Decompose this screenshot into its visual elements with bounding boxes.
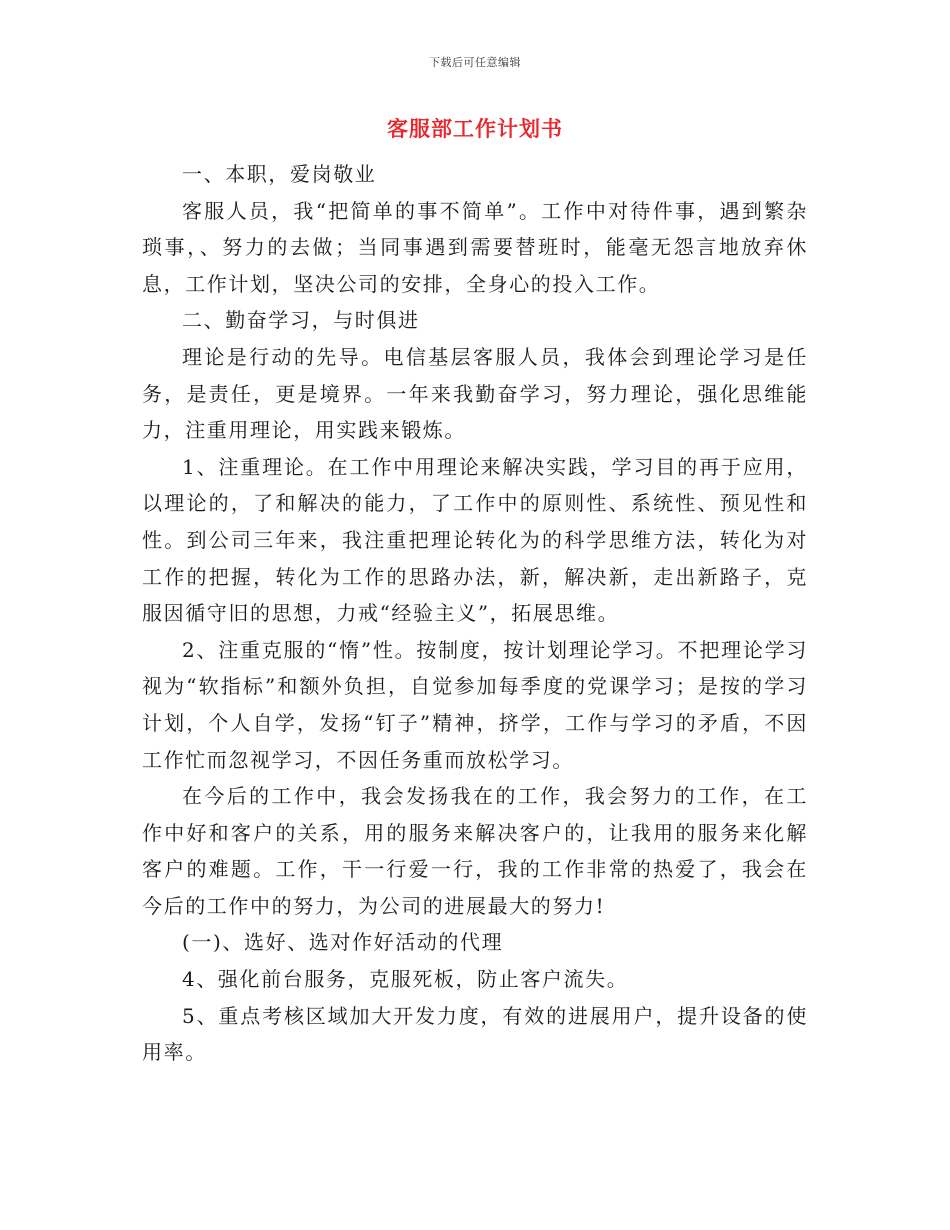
document-title: 客服部工作计划书 <box>387 116 563 141</box>
paragraph: 1、注重理论。在工作中用理论来解决实践，学习目的再于应用，以理论的，了和解决的能力，了工作中的原则性、系统性、预见性和性。到公司三年来，我注重把理论转化为的科学思维方法，转化为对工作的把握，转化为工作的思路办法，新，解决新，走出新路子，克服因循守旧的思想，力戒“经验主义”，拓展思维。 <box>142 454 808 626</box>
paragraph: 理论是行动的先导。电信基层客服人员，我体会到理论学习是任务，是责任，更是境界。一年来我勤奋学习，努力理论，强化思维能力，注重用理论，用实践来锻炼。 <box>142 344 808 443</box>
list-item: 4、强化前台服务，克服死板，防止客户流失。 <box>182 967 629 992</box>
list-item: 5、重点考核区域加大开发力度，有效的进展用户，提升设备的使用率。 <box>142 1003 808 1065</box>
paragraph: 在今后的工作中，我会发扬我在的工作，我会努力的工作，在工作中好和客户的关系，用的服务来解决客户的，让我用的服务来化解客户的难题。工作，干一行爱一行，我的工作非常的热爱了，我会在今后的工作中的努力，为公司的进展最大的努力! <box>142 784 808 918</box>
paragraph: 2、注重克服的“惰”性。按制度，按计划理论学习。不把理论学习视为“软指标”和额外负担，自觉参加每季度的党课学习；是按的学习计划，个人自学，发扬“钉子”精神，挤学，工作与学习的矛盾，不因工作忙而忽视学习，不因任务重而放松学习。 <box>142 637 808 772</box>
section-heading: 二、勤奋学习，与时俱进 <box>182 308 420 333</box>
document-body <box>142 156 808 1071</box>
subsection-heading: (一)、选好、选对作好活动的代理 <box>182 930 504 955</box>
header-note: 下载后可任意编辑 <box>429 56 521 69</box>
section-heading: 一、本职，爱岗敬业 <box>182 162 377 186</box>
paragraph: 客服人员，我“把简单的事不简单”。工作中对待件事，遇到繁杂琐事，、努力的去做；当同事遇到需要替班时，能毫无怨言地放弃休息，工作计划，坚决公司的安排，全身心的投入工作。 <box>142 198 808 296</box>
